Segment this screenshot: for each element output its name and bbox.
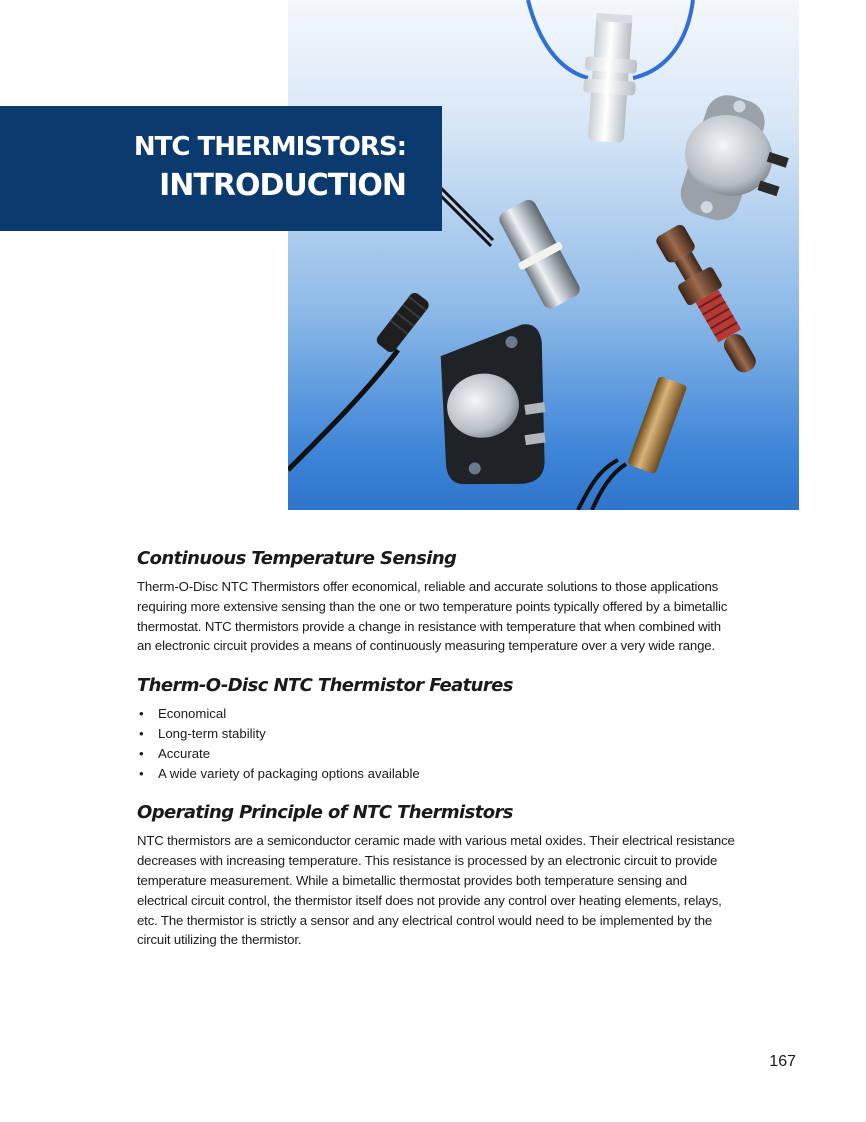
feature-label: A wide variety of packaging options available — [158, 765, 420, 781]
bullet-icon: • — [139, 725, 144, 741]
paragraph-continuous-sensing: Therm-O-Disc NTC Thermistors offer economical, reliable and accurate solutions to those applications requiring more extensive sensing than the one or two temperature points typically offered by a bimetallic thermostat. NTC thermistors provide a change in resistance with temperature that when combined with an electronic circuit provides a means of continuously measuring temperature over a very wide range. — [137, 579, 728, 654]
main-content — [137, 548, 737, 950]
heading-operating-principle: Operating Principle of NTC Thermistors — [137, 802, 513, 824]
bullet-icon: • — [139, 745, 144, 761]
list-item — [137, 704, 737, 724]
feature-label: Long-term stability — [158, 725, 266, 741]
bullet-icon: • — [139, 706, 144, 722]
features-list — [137, 704, 737, 783]
list-item — [137, 724, 737, 744]
heading-features: Therm-O-Disc NTC Thermistor Features — [137, 675, 513, 697]
page-title-line-2: INTRODUCTION — [159, 168, 406, 203]
list-item — [137, 744, 737, 764]
page-number: 167 — [769, 1053, 796, 1070]
title-banner — [0, 106, 442, 231]
feature-label: Economical — [158, 706, 227, 722]
page-title-line-1: NTC THERMISTORS: — [133, 132, 406, 162]
bullet-icon: • — [139, 765, 144, 781]
thermistor-products-illustration — [288, 0, 799, 510]
product-photo — [288, 0, 799, 510]
paragraph-operating-principle: NTC thermistors are a semiconductor ceramic made with various metal oxides. Their electrical resistance decreases with increasing temperature. This resistance is processed by an electronic circuit to provide temperature measurement. While a bimetallic thermostat provides both temperature sensing and electrical circuit control, the thermistor itself does not provide any control over heating elements, relays, etc. The thermistor is strictly a sensor and any electrical control would need to be implemented by the circuit utilizing the thermistor. — [137, 833, 735, 948]
heading-continuous-sensing: Continuous Temperature Sensing — [137, 548, 457, 569]
feature-label: Accurate — [158, 745, 211, 761]
list-item — [137, 764, 737, 784]
